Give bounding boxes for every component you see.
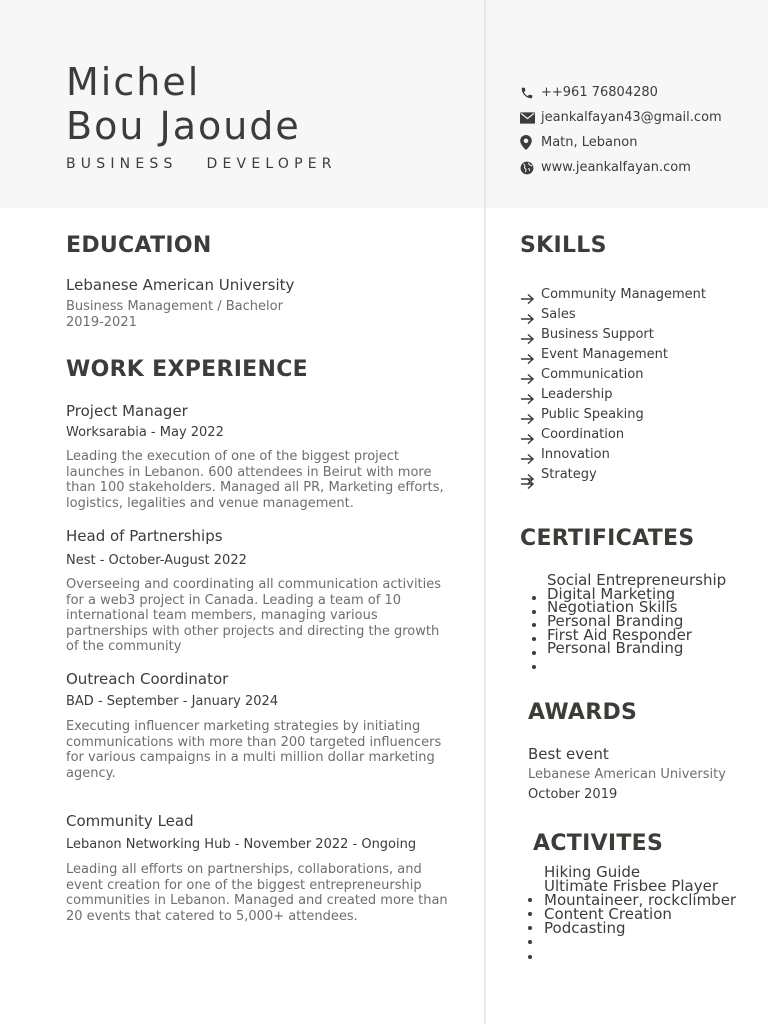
contact-website[interactable]	[520, 155, 760, 180]
education-degree: Business Management / Bachelor	[66, 299, 283, 314]
contact-location[interactable]	[520, 130, 760, 155]
activity-item: Podcasting	[544, 919, 626, 937]
skill-item	[520, 404, 760, 424]
certificate-item: Digital Marketing	[547, 585, 676, 603]
column-divider	[484, 0, 486, 1024]
job-description: Leading the execution of one of the biggest project launches in Lebanon. 600 attendees in Beirut with more than 100 stakeholders. Managed all PR, Marketing efforts, logistics, legalities and venue management.	[66, 449, 444, 511]
arrow-right-icon	[520, 384, 541, 404]
skill-label: Innovation	[541, 446, 610, 462]
first-name: Michel	[66, 60, 201, 104]
job-role: Outreach Coordinator	[66, 670, 229, 688]
arrow-right-icon	[520, 404, 541, 424]
job-role: Project Manager	[66, 402, 188, 420]
arrow-right-icon	[520, 324, 541, 344]
arrow-right-icon	[520, 284, 541, 304]
phone-text: ++961 76804280	[541, 85, 658, 100]
skill-label: Community Management	[541, 286, 707, 302]
work-heading: WORK EXPERIENCE	[66, 357, 308, 382]
bullet-dot	[528, 940, 532, 944]
envelope-icon	[520, 110, 541, 126]
education-years: 2019-2021	[66, 315, 137, 330]
contact-phone[interactable]	[520, 80, 760, 105]
job-org: Worksarabia - May 2022	[66, 425, 224, 440]
bullet-dot	[528, 955, 532, 959]
bullet-dot	[528, 912, 532, 916]
last-name: Bou Jaoude	[66, 104, 301, 148]
website-text: www.jeankalfayan.com	[541, 160, 691, 175]
arrow-right-icon	[520, 364, 541, 384]
job-org: Lebanon Networking Hub - November 2022 - Ongoing	[66, 837, 417, 852]
skill-item	[520, 424, 760, 444]
certificate-item: Personal Branding	[547, 612, 684, 630]
phone-icon	[520, 85, 541, 101]
arrow-right-icon	[520, 344, 541, 364]
job-description: Leading all efforts on partnerships, collaborations, and event creation for one of the biggest entrepreneurship communities in Lebanon. Managed and created more than 20 events that catered to 5,000+ attendees.	[66, 862, 448, 924]
skill-label: Public Speaking	[541, 406, 644, 422]
activity-item: Hiking Guide	[544, 863, 641, 881]
globe-icon	[520, 160, 541, 176]
certificates-heading: CERTIFICATES	[520, 526, 695, 551]
job-description: Overseeing and coordinating all communication activities for a web3 project in Canada. Leading a team of 10 international team members, managing various partnerships with other projects and directing the growth of the community	[66, 577, 442, 655]
education-school: Lebanese American University	[66, 276, 295, 294]
activity-item: Mountaineer, rockclimber	[544, 891, 737, 909]
arrow-right-icon	[520, 304, 541, 324]
certificate-item: First Aid Responder	[547, 626, 692, 644]
contact-email[interactable]	[520, 105, 760, 130]
person-name	[66, 60, 301, 148]
bullet-dot	[532, 596, 536, 600]
skill-item	[520, 324, 760, 344]
skill-label: Communication	[541, 366, 644, 382]
bullet-dot	[528, 898, 532, 902]
job-role: Community Lead	[66, 812, 194, 830]
job-title: BUSINESS DEVELOPER	[66, 156, 337, 172]
awards-heading: AWARDS	[528, 700, 638, 725]
skill-label: Strategy	[541, 466, 597, 482]
bullet-dot	[532, 623, 536, 627]
skill-label: Leadership	[541, 386, 613, 402]
skills-heading: SKILLS	[520, 233, 607, 258]
skill-item	[520, 304, 760, 324]
job-description: Executing influencer marketing strategies by initiating communications with more than 200 targeted influencers for various campaigns in a multi million dollar marketing agency.	[66, 719, 442, 781]
skill-item	[520, 384, 760, 404]
skill-label: Coordination	[541, 426, 625, 442]
contact-list	[520, 80, 760, 180]
skill-label: Business Support	[541, 326, 654, 342]
certificate-item: Personal Branding	[547, 639, 684, 657]
activities-heading: ACTIVITES	[533, 831, 664, 856]
map-pin-icon	[520, 135, 541, 151]
activity-item: Ultimate Frisbee Player	[544, 877, 718, 895]
arrow-right-icon	[520, 474, 535, 493]
skills-list	[520, 284, 760, 484]
arrow-right-icon	[520, 424, 541, 444]
skill-item	[520, 284, 760, 304]
bullet-dot	[532, 637, 536, 641]
activity-item: Content Creation	[544, 905, 672, 923]
email-text: jeankalfayan43@gmail.com	[541, 110, 722, 125]
skill-item	[520, 344, 760, 364]
bullet-dot	[532, 651, 536, 655]
award-org: Lebanese American University	[528, 767, 726, 782]
certificate-item: Social Entrepreneurship	[547, 571, 727, 589]
skill-label: Sales	[541, 306, 576, 322]
job-org: BAD - September - January 2024	[66, 694, 279, 709]
award-name: Best event	[528, 745, 609, 763]
skill-label: Event Management	[541, 346, 669, 362]
award-date: October 2019	[528, 787, 618, 802]
skill-item	[520, 444, 760, 464]
job-org: Nest - October-August 2022	[66, 553, 247, 568]
bullet-dot	[528, 926, 532, 930]
bullet-dot	[532, 665, 536, 669]
education-heading: EDUCATION	[66, 233, 212, 258]
certificate-item: Negotiation Skills	[547, 598, 678, 616]
bullet-dot	[532, 610, 536, 614]
arrow-right-icon	[520, 444, 541, 464]
location-text: Matn, Lebanon	[541, 135, 638, 150]
skill-item	[520, 364, 760, 384]
job-role: Head of Partnerships	[66, 527, 223, 545]
skill-item	[520, 464, 760, 484]
